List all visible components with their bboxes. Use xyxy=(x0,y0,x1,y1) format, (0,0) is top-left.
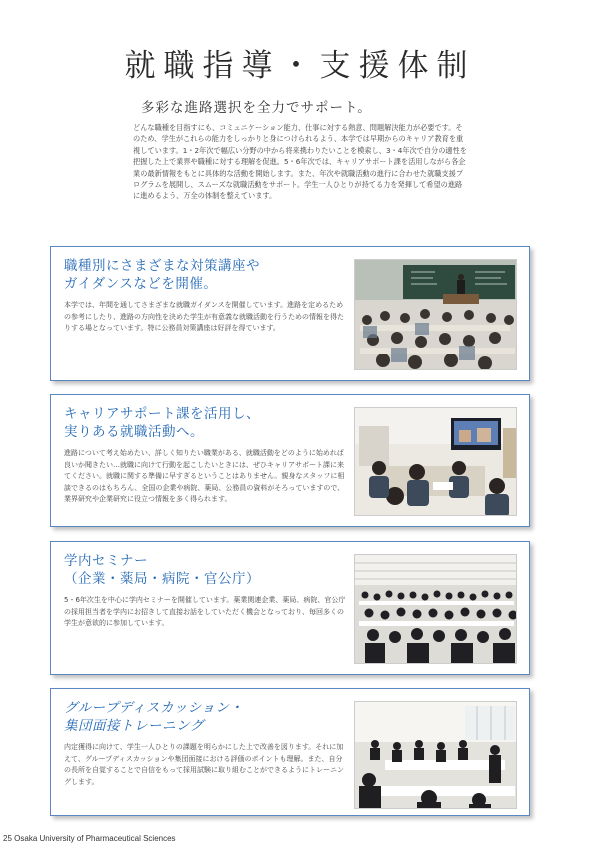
career-office-photo xyxy=(354,407,517,516)
interview-training-photo xyxy=(354,701,517,809)
heading-line-1: 学内セミナー xyxy=(64,553,148,569)
section-heading xyxy=(64,699,348,735)
heading-line-2: ガイダンスなどを開催。 xyxy=(64,276,218,292)
section-card-seminar xyxy=(50,541,530,675)
page-number: 25 xyxy=(3,834,12,843)
heading-line-2: （企業・薬局・病院・官公庁） xyxy=(64,571,260,587)
heading-line-1: キャリアサポート課を活用し、 xyxy=(64,406,260,422)
heading-line-1: 職種別にさまざまな対策講座や xyxy=(64,258,260,274)
intro-body: どんな職種を目指すにも、コミュニケーション能力、仕事に対する熱意、問題解決能力が必要です。そのため、学生がこれらの能力をしっかりと身につけられるよう、本学では早期からのキャリア教育を重視しています。1・2年次で幅広い分野の中から将来携わりたいことを模索し、3・4年次で自分の適性を把握した上で業界や職種に対する理解を促進。5・6年次では、キャリアサポート課を活用しながら各企業の最新情報をもとに具体的な活動を開始します。また、年次や就職活動の進行に合わせた就職支援プログラムを展開し、スムーズな就職活動をサポート。学生一人ひとりが持てる力を発揮して希望の進路に進めるよう、万全の体制を整えています。 xyxy=(133,123,467,201)
section-heading xyxy=(64,405,348,441)
section-body: 内定獲得に向けて、学生一人ひとりの課題を明らかにした上で改善を図ります。それに加えて、グループディスカッションや集団面接における評価のポイントも理解。また、自分の長所を自覚することで自信をもって採用試験に取り組むことができるようにトレーニングします。 xyxy=(64,743,344,786)
seminar-hall-photo xyxy=(354,554,517,664)
intro-section xyxy=(133,96,468,202)
page-title: 就職指導・支援体制 xyxy=(124,48,476,84)
section-body: 本学では、年間を通してさまざまな就職ガイダンスを開催しています。進路を定めるための参考にしたり、進路の方向性を決めた学生が有意義な就職活動を行うための情報を得たりする場となっています。特に公務員対策講座は好評を得ています。 xyxy=(64,301,344,333)
section-body: 進路について考え始めたい、詳しく知りたい職業がある、就職活動をどのように始めれば良いか聞きたい…就職に向けて行動を起こしたいときには、ぜひキャリアサポート課に来てください。就職に関する準備に早すぎるということはありません。親身なスタッフに相談できるのはもちろん、全国の企業や病院、薬局、公務員の資料がそろっていますので、業界研究や企業研究に役立つ情報を多く得られます。 xyxy=(64,449,345,504)
section-body: 5・6年次生を中心に学内セミナーを開催しています。薬業関連企業、薬局、病院、官公庁の採用担当者を学内にお招きして直接お話をしていただく機会となっており、毎回多くの学生が意欲的に参加しています。 xyxy=(64,596,346,628)
university-name: Osaka University of Pharmaceutical Sciences xyxy=(14,834,176,843)
heading-line-1: グループディスカッション・ xyxy=(64,700,244,716)
lecture-hall-photo xyxy=(354,259,517,370)
section-card-guidance xyxy=(50,246,530,381)
intro-heading: 多彩な進路選択を全力でサポート。 xyxy=(141,100,372,116)
section-heading xyxy=(64,257,348,293)
section-card-interview-training xyxy=(50,688,530,816)
section-heading xyxy=(64,552,348,588)
page-footer xyxy=(3,834,176,843)
heading-line-2: 実りある就職活動へ。 xyxy=(64,424,204,440)
heading-line-2: 集団面接トレーニング xyxy=(64,718,204,734)
section-card-career-support xyxy=(50,394,530,527)
